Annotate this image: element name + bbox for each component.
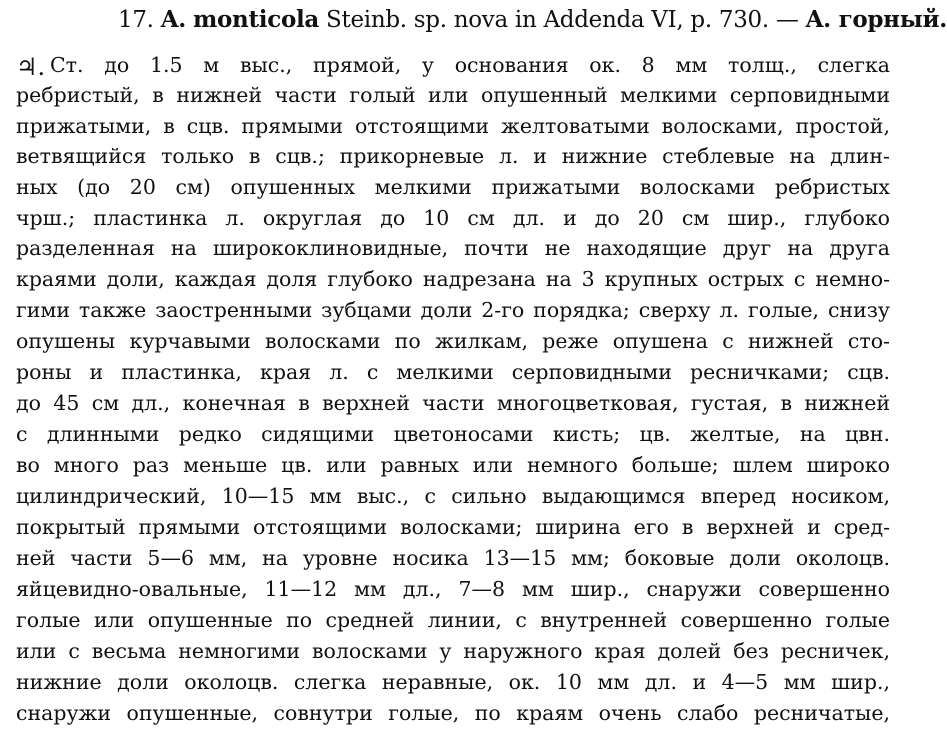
author-citation: Steinb. sp. nova in Addenda VI, p. 730. — [326,7,799,33]
text-line: нижние доли околоцв. слегка неравные, ок. 10 мм дл. и 4—5 мм шир., [16,670,890,694]
species-number: 17. [118,7,154,33]
text-line: до 45 см дл., конечная в верхней части многоцветковая, густая, в нижней [16,391,890,415]
text-line: цилиндрический, 10—15 мм выс., с сильно выдающимся вперед носиком, [16,484,890,508]
genus-abbrev: A. [160,6,186,33]
text-line: Ст. до 1.5 м выс., прямой, у основания ок. 8 мм толщ., слегка [50,53,890,77]
text-line: голые или опушенные по средней линии, с внутренней совершенно голые [16,608,890,632]
text-line: чрш.; пластинка л. округлая до 10 см дл. и до 20 см шир., глубоко [16,206,890,230]
text-line: гими также заостренными зубцами доли 2-го порядка; сверху л. голые, снизу [16,298,890,322]
text-line: с длинными редко сидящими цветоносами кисть; цв. желтые, на цвн. [16,422,890,446]
text-line: краями доли, каждая доля глубоко надрезана на 3 крупных острых с немно- [16,267,890,291]
text-line: роны и пластинка, края л. с мелкими серповидными ресничками; сцв. [16,360,890,384]
perennial-symbol: ♃. [16,53,46,81]
text-line: разделенная на ширококлиновидные, почти не находящие друг на друга [16,236,890,260]
text-line: снаружи опушенные, совнутри голые, по краям очень слабо ресничатые, [16,701,890,725]
russian-name: A. горный. [805,6,947,33]
text-line: прижатыми, в сцв. прямыми отстоящими желтоватыми волосками, простой, [16,114,890,138]
text-line: ных (до 20 см) опушенных мелкими прижатыми волосками ребристых [16,175,890,199]
species-epithet: monticola [192,6,320,33]
species-heading [118,5,947,35]
text-line: ветвящийся только в сцв.; прикорневые л. и нижние стеблевые на длин- [16,144,890,168]
text-line: покрытый прямыми отстоящими волосками; ширина его в верхней и сред- [16,515,890,539]
text-line: яйцевидно-овальные, 11—12 мм дл., 7—8 мм шир., снаружи совершенно [16,577,890,601]
text-line: ней части 5—6 мм, на уровне носика 13—15 мм; боковые доли околоцв. [16,546,890,570]
text-line: ребристый, в нижней части голый или опушенный мелкими серповидными [16,83,890,107]
text-line: во много раз меньше цв. или равных или немного больше; шлем широко [16,453,890,477]
text-line: или с весьма немногими волосками у наружного края долей без ресничек, [16,639,890,663]
text-line: опушены курчавыми волосками по жилкам, реже опушена с нижней сто- [16,329,890,353]
